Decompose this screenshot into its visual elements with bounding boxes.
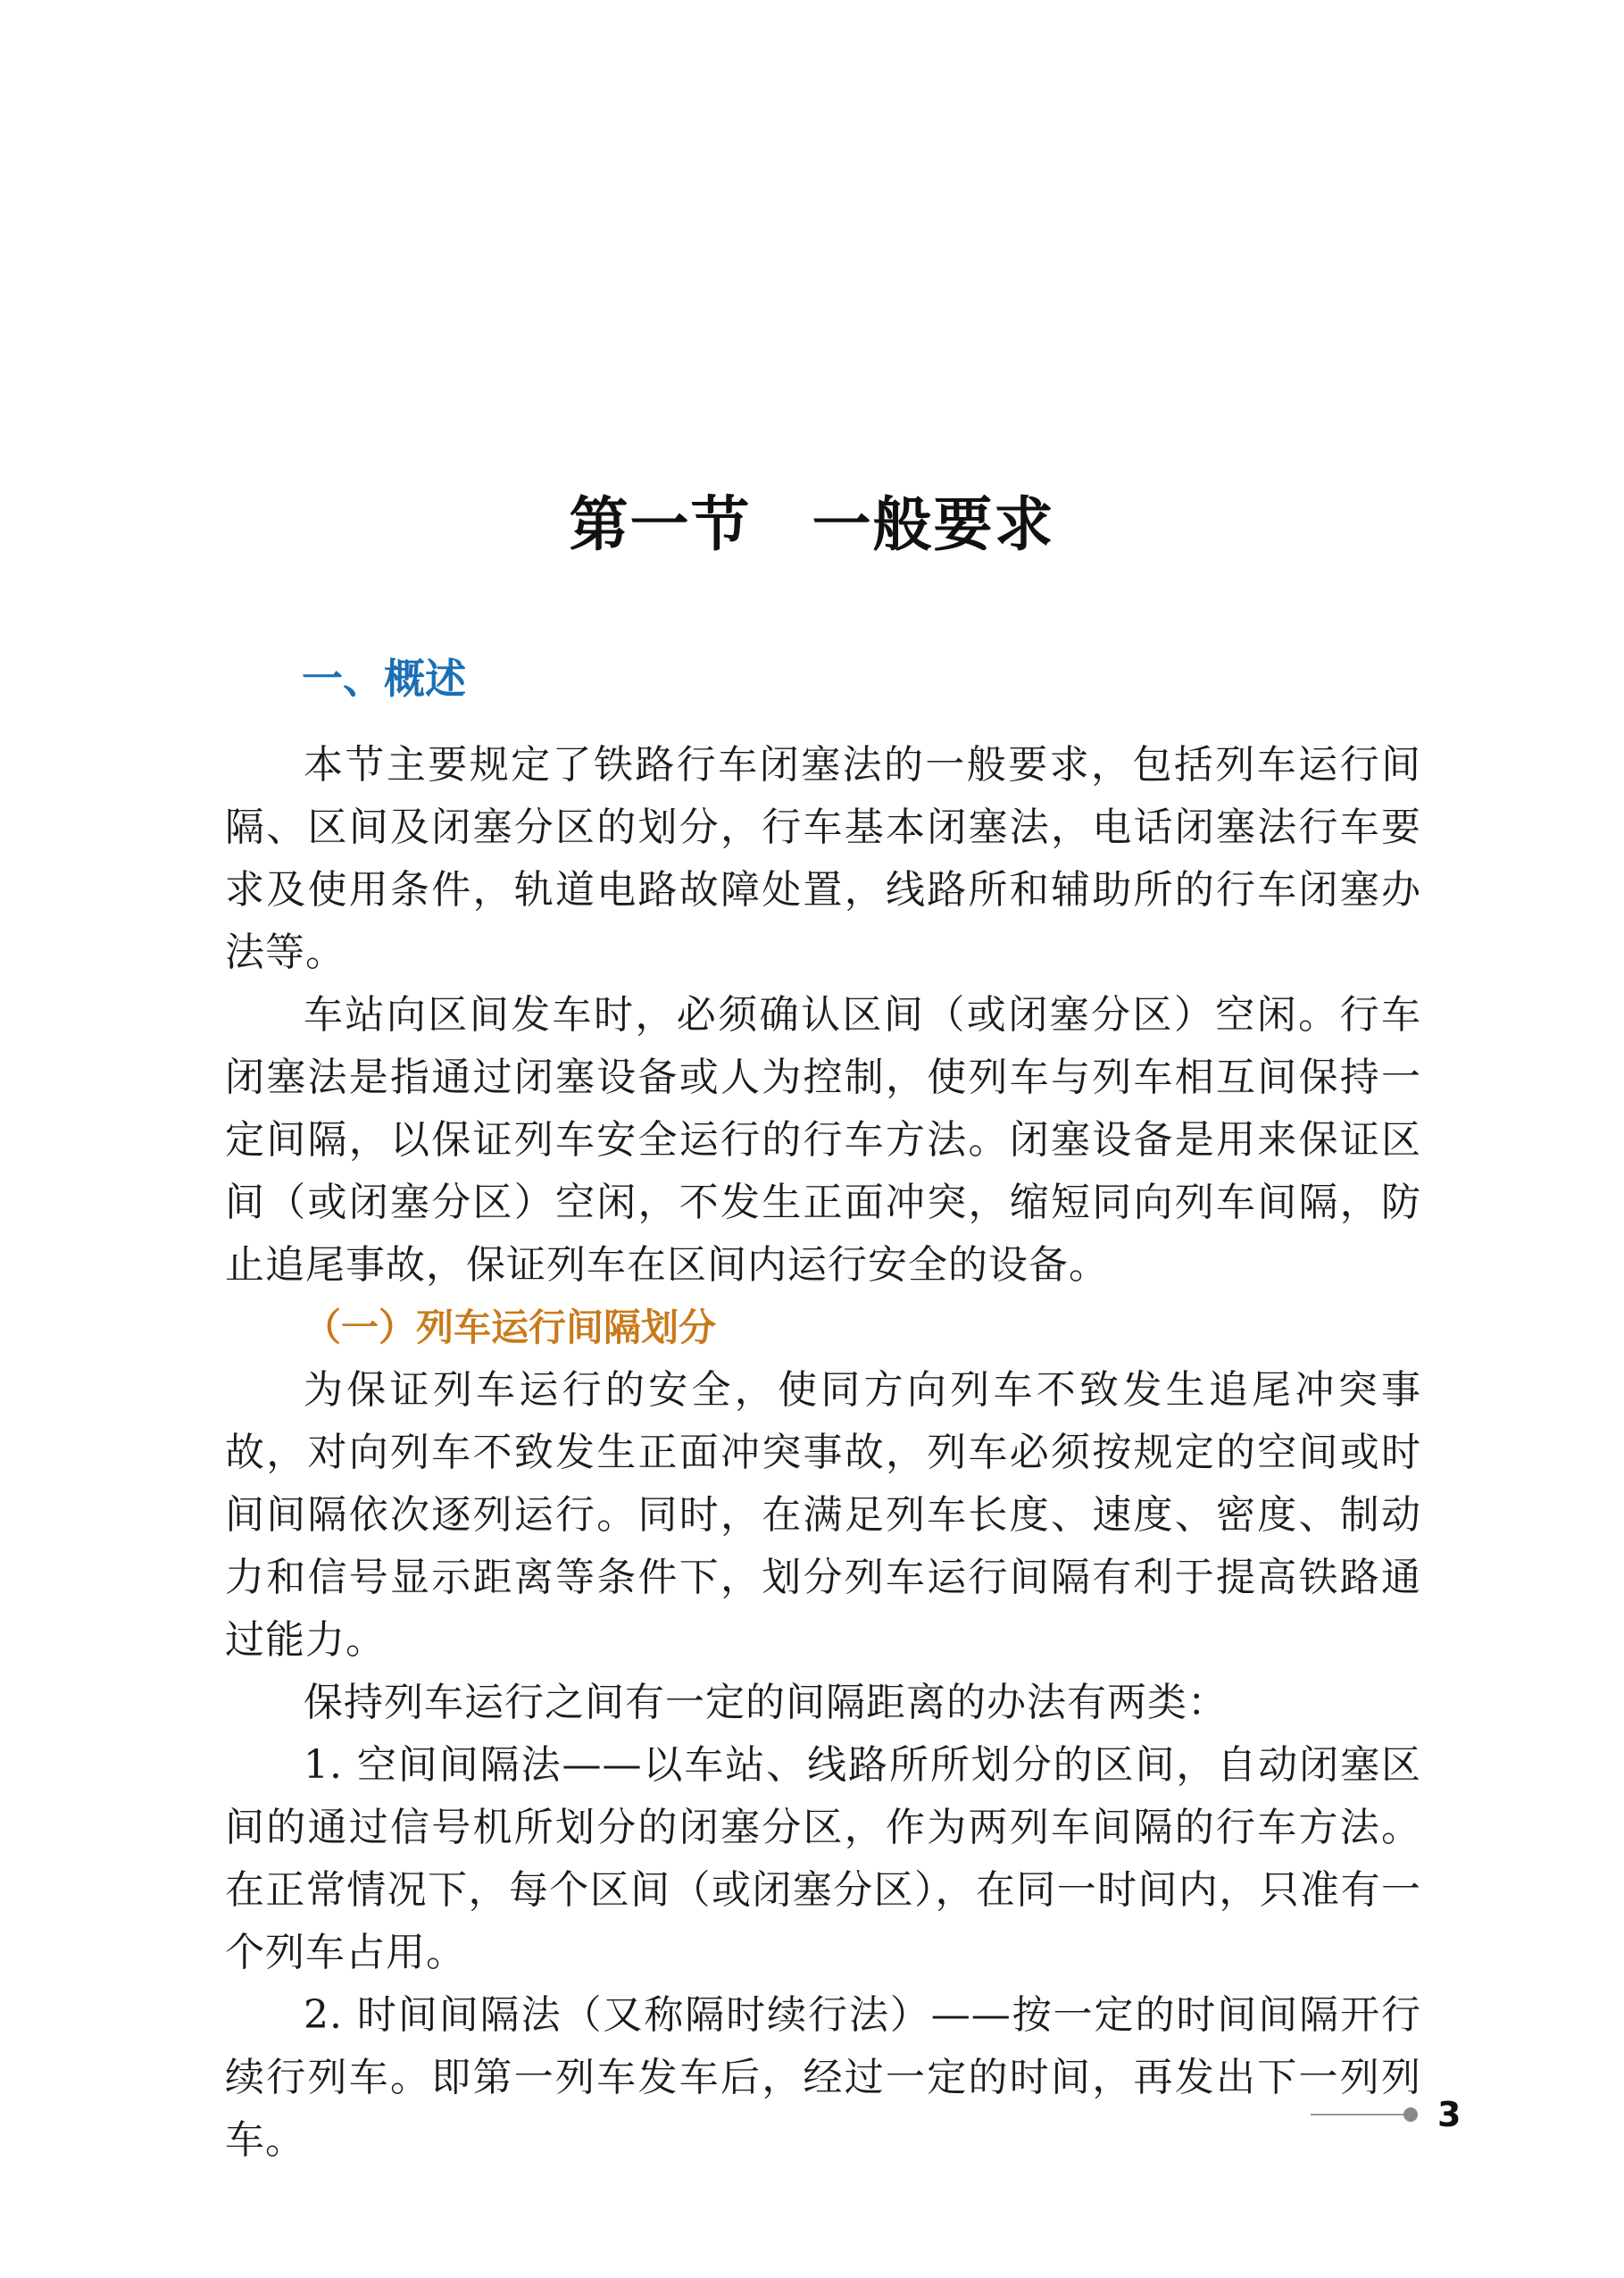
chapter-title: 第一节 一般要求 [569, 490, 1055, 559]
subsection-heading: （一）列车运行间隔划分 [304, 1306, 717, 1349]
section-heading: 一、概述 [302, 655, 466, 703]
list-item-space-interval: 1. 空间间隔法——以车站、线路所所划分的区间，自动闭塞区间的通过信号机所划分的闭塞分区，作为两列车间隔的行车方法。在正常情况下，每个区间（或闭塞分区），在同一时间内，只准有一个列车占用。 [225, 1742, 1421, 1975]
paragraph: 本节主要规定了铁路行车闭塞法的一般要求，包括列车运行间隔、区间及闭塞分区的划分，行车基本闭塞法，电话闭塞法行车要求及使用条件，轨道电路故障处置，线路所和辅助所的行车闭塞办法等。 [225, 742, 1421, 975]
paragraph: 保持列车运行之间有一定的间隔距离的办法有两类： [304, 1680, 1228, 1725]
page-number: 3 [1437, 2095, 1462, 2134]
footer-dot-icon [1403, 2107, 1418, 2122]
paragraph: 为保证列车运行的安全，使同方向列车不致发生追尾冲突事故，对向列车不致发生正面冲突事故，列车必须按规定的空间或时间间隔依次逐列运行。同时，在满足列车长度、速度、密度、制动力和信号显示距离等条件下，划分列车运行间隔有利于提高铁路通过能力。 [225, 1367, 1421, 1663]
footer-rule [1311, 2114, 1407, 2115]
paragraph: 车站向区间发车时，必须确认区间（或闭塞分区）空闲。行车闭塞法是指通过闭塞设备或人为控制，使列车与列车相互间保持一定间隔，以保证列车安全运行的行车方法。闭塞设备是用来保证区间（或闭塞分区）空闲，不发生正面冲突，缩短同向列车间隔，防止追尾事故，保证列车在区间内运行安全的设备。 [225, 992, 1421, 1288]
body-text [225, 734, 1421, 2172]
page-footer [1311, 2092, 1507, 2137]
list-item-time-interval: 2. 时间间隔法（又称隔时续行法）——按一定的时间间隔开行续行列车。即第一列车发车后，经过一定的时间，再发出下一列列车。 [225, 1992, 1421, 2163]
